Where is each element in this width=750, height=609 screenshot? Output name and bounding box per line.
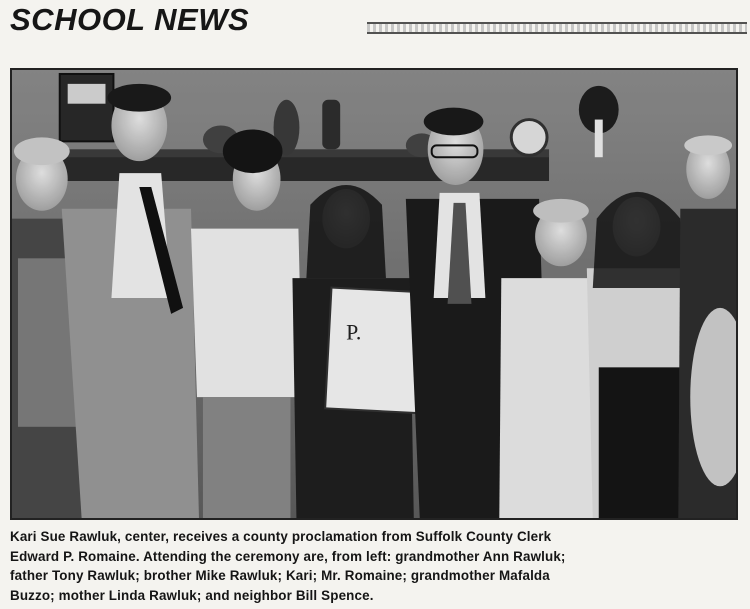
caption-line-4: Buzzo; mother Linda Rawluk; and neighbor Bill Spence.	[10, 587, 374, 603]
section-headline: SCHOOL NEWS	[10, 2, 250, 37]
header-rule	[367, 22, 747, 34]
photo-caption	[10, 527, 742, 605]
caption-line-1: Kari Sue Rawluk, center, receives a county proclamation from Suffolk County Clerk	[10, 529, 552, 544]
photo-illustration	[12, 70, 736, 518]
caption-line-2: Edward P. Romaine. Attending the ceremony are, from left: grandmother Ann Rawluk;	[10, 548, 566, 564]
caption-line-3: father Tony Rawluk; brother Mike Rawluk; Kari; Mr. Romaine; grandmother Mafalda	[10, 568, 550, 583]
proclamation-mark: P.	[346, 320, 362, 345]
page-header	[0, 0, 750, 46]
photo-grain	[12, 70, 736, 518]
news-photo	[10, 68, 738, 520]
